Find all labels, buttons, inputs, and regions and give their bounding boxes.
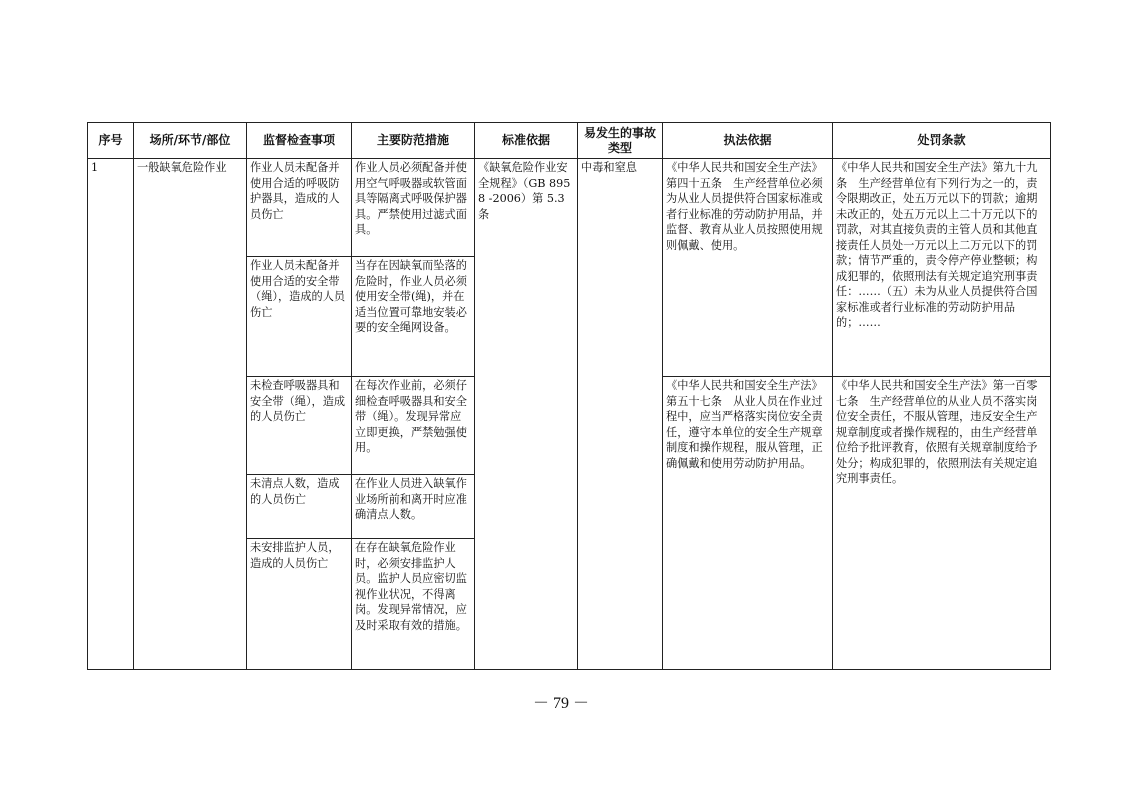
table-row <box>88 159 1051 257</box>
header-location: 场所/环节/部位 <box>134 123 247 159</box>
law-cell-1: 《中华人民共和国安全生产法》第四十五条 生产经营单位必须为从业人员提供符合国家标准或者行业标准的劳动防护用品，并监督、教育从业人员按照使用规则佩戴、使用。 <box>663 159 833 377</box>
law-cell-2: 《中华人民共和国安全生产法》第五十七条 从业人员在作业过程中，应当严格落实岗位安全责任，遵守本单位的安全生产规章制度和操作规程，服从管理，正确佩戴和使用劳动防护用品。 <box>663 377 833 670</box>
page-number: － 79 － <box>532 695 589 712</box>
penalty-cell-2: 《中华人民共和国安全生产法》第一百零七条 生产经营单位的从业人员不落实岗位安全责任，不服从管理，违反安全生产规章制度或者操作规程的，由生产经营单位给予批评教育，依照有关规章制度给予处分；构成犯罪的，依照刑法有关规定追究刑事责任。 <box>833 377 1051 670</box>
inspection-cell: 未安排监护人员，造成的人员伤亡 <box>247 539 352 670</box>
measure-cell: 在作业人员进入缺氧作业场所前和离开时应准确清点人数。 <box>352 475 475 539</box>
header-seq: 序号 <box>88 123 134 159</box>
inspection-cell: 未清点人数，造成的人员伤亡 <box>247 475 352 539</box>
location-cell: 一般缺氧危险作业 <box>134 159 247 670</box>
header-measure: 主要防范措施 <box>352 123 475 159</box>
standard-cell: 《缺氧危险作业安全规程》（GB 8958 -2006）第 5.3 条 <box>475 159 578 670</box>
seq-cell: 1 <box>88 159 134 670</box>
header-standard: 标准依据 <box>475 123 578 159</box>
header-accident-type: 易发生的事故类型 <box>578 123 663 159</box>
header-row <box>88 123 1051 159</box>
accident-type-cell: 中毒和窒息 <box>578 159 663 670</box>
measure-cell: 在存在缺氧危险作业时，必须安排监护人员。监护人员应密切监视作业状况，不得离岗。发现异常情况，应及时采取有效的措施。 <box>352 539 475 670</box>
inspection-cell: 作业人员未配备并使用合适的呼吸防护器具，造成的人员伤亡 <box>247 159 352 257</box>
header-law: 执法依据 <box>663 123 833 159</box>
penalty-cell-1: 《中华人民共和国安全生产法》第九十九条 生产经营单位有下列行为之一的，责令限期改正，处五万元以下的罚款；逾期未改正的，处五万元以上二十万元以下的罚款，对其直接负责的主管人员和其他直接责任人员处一万元以上二万元以下的罚款；情节严重的，责令停产停业整顿；构成犯罪的，依照刑法有关规定追究刑事责任：……（五）未为从业人员提供符合国家标准或者行业标准的劳动防护用品的；…… <box>833 159 1051 377</box>
inspection-cell: 作业人员未配备并使用合适的安全带（绳），造成的人员伤亡 <box>247 257 352 377</box>
measure-cell: 作业人员必须配备并使用空气呼吸器或软管面具等隔离式呼吸保护器具。严禁使用过滤式面具。 <box>352 159 475 257</box>
header-penalty: 处罚条款 <box>833 123 1051 159</box>
header-inspection: 监督检查事项 <box>247 123 352 159</box>
inspection-table <box>87 122 1051 670</box>
inspection-cell: 未检查呼吸器具和安全带（绳），造成的人员伤亡 <box>247 377 352 475</box>
measure-cell: 当存在因缺氧而坠落的危险时，作业人员必须使用安全带(绳)，并在适当位置可靠地安装必要的安全绳网设备。 <box>352 257 475 377</box>
measure-cell: 在每次作业前，必须仔细检查呼吸器具和安全带（绳）。发现异常应立即更换，严禁勉强使用。 <box>352 377 475 475</box>
